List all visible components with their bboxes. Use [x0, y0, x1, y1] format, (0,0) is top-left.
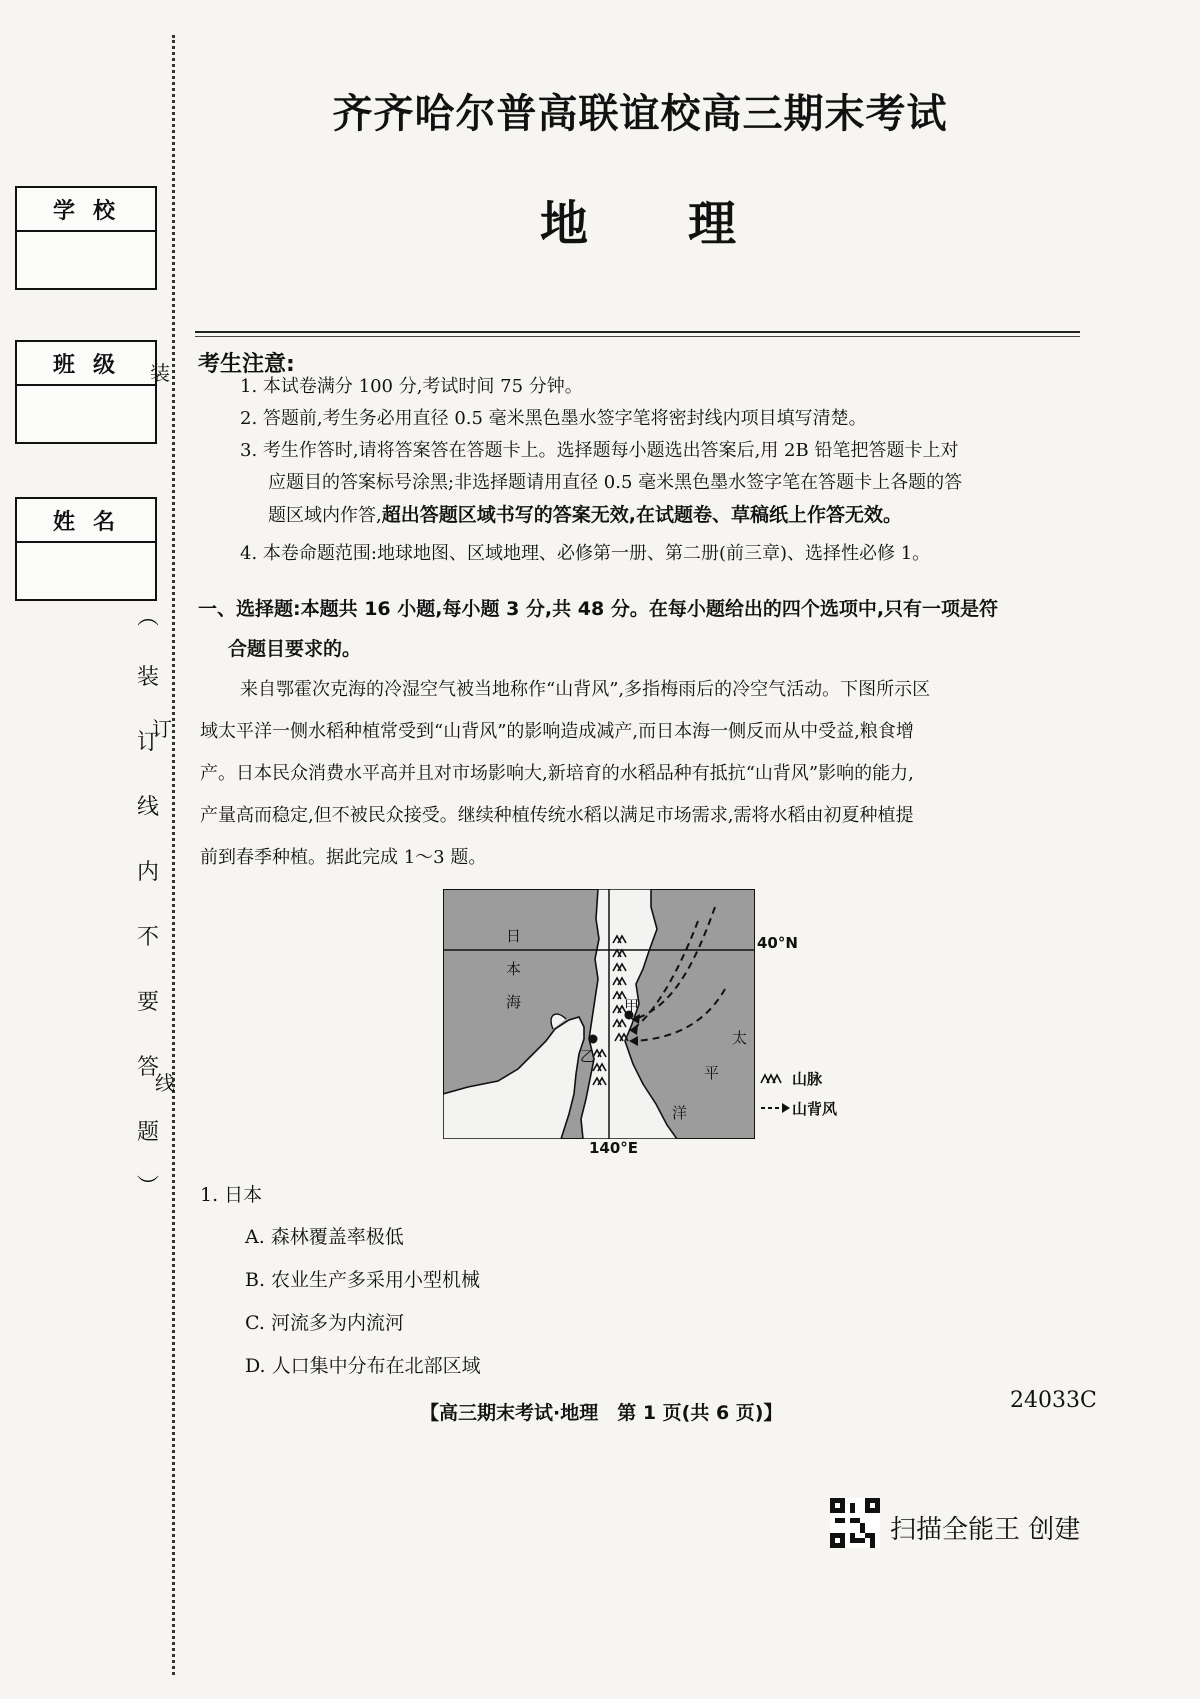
passage-line-5: 前到春季种植。据此完成 1～3 题。 [200, 847, 487, 868]
map-label-latitude: 40°N [757, 934, 798, 952]
school-label: 学校 [17, 188, 155, 232]
vertical-note-8: 题 [136, 1120, 159, 1145]
note-1: 1. 本试卷满分 100 分,考试时间 75 分钟。 [240, 376, 583, 397]
class-label: 班级 [17, 342, 155, 386]
vertical-note-9: ︶ [136, 1175, 159, 1200]
question-1-option-b: B. 农业生产多采用小型机械 [245, 1269, 481, 1291]
binding-ding: 订 [152, 717, 172, 741]
class-field[interactable] [17, 386, 155, 440]
school-field[interactable] [17, 232, 155, 286]
vertical-note-3: 线 [136, 795, 159, 820]
map-label-pacific-1: 太 [732, 1029, 748, 1047]
legend-wind-symbol [760, 1102, 790, 1114]
vertical-note-4: 内 [136, 860, 159, 885]
vertical-note-7: 答 [136, 1055, 159, 1080]
header-rule-bottom [195, 336, 1080, 337]
name-field[interactable] [17, 543, 155, 597]
map-label-pacific-2: 平 [704, 1064, 720, 1082]
binding-xian: 线 [155, 1071, 175, 1095]
exam-title: 齐齐哈尔普高联谊校高三期末考试 [332, 90, 948, 137]
page-footer: 【高三期末考试·地理 第 1 页(共 6 页)】 [420, 1402, 783, 1424]
map-label-sea-japan-1: 日 [506, 927, 522, 945]
note-3a: 3. 考生作答时,请将答案答在答题卡上。选择题每小题选出答案后,用 2B 铅笔把答题卡上对 [240, 440, 959, 461]
japan-map-figure [443, 889, 755, 1139]
passage-line-1: 来自鄂霍次克海的冷湿空气被当地称作“山背风”,多指梅雨后的冷空气活动。下图所示区 [240, 679, 931, 700]
legend-wind-label: 山背风 [792, 1100, 838, 1118]
name-box [15, 497, 157, 601]
school-box [15, 186, 157, 290]
scanner-watermark: 扫描全能王 创建 [890, 1515, 1081, 1545]
section-heading-line1: 一、选择题:本题共 16 小题,每小题 3 分,共 48 分。在每小题给出的四个选项中,只有一项是符 [198, 598, 999, 620]
question-1-option-a: A. 森林覆盖率极低 [245, 1226, 404, 1248]
exam-code: 24033C [1010, 1388, 1097, 1413]
legend-mountain-symbol [760, 1071, 790, 1085]
binding-zhuang: 装 [150, 361, 170, 385]
vertical-note-0: ︵ [136, 605, 159, 630]
map-label-pacific-3: 洋 [672, 1104, 688, 1122]
header-rule-top [195, 331, 1080, 333]
question-1-option-c: C. 河流多为内流河 [245, 1312, 404, 1334]
note-3c-plain: 题区域内作答, [268, 505, 382, 526]
qr-code-icon [830, 1498, 880, 1548]
passage-line-4: 产量高而稳定,但不被民众接受。继续种植传统水稻以满足市场需求,需将水稻由初夏种植提 [200, 805, 914, 826]
subject-title: 地理 [540, 196, 837, 252]
class-box [15, 340, 157, 444]
section-heading-line2: 合题目要求的。 [228, 638, 362, 660]
vertical-note-1: 装 [136, 665, 159, 690]
vertical-note-5: 不 [136, 925, 159, 950]
note-4: 4. 本卷命题范围:地球地图、区域地理、必修第一册、第二册(前三章)、选择性必修 1。 [240, 543, 931, 564]
note-3c-bold: 超出答题区域书写的答案无效,在试题卷、草稿纸上作答无效。 [381, 504, 902, 526]
legend-mountain-label: 山脉 [792, 1070, 823, 1088]
map-point-yi-dot [589, 1035, 598, 1044]
binding-dotted-line [172, 35, 175, 1675]
map-label-longitude: 140°E [589, 1139, 639, 1157]
map-label-jia: 甲 [624, 997, 640, 1015]
note-3c [268, 499, 902, 532]
notes-heading: 考生注意: [198, 352, 295, 377]
map-label-yi: 乙 [580, 1047, 596, 1065]
map-label-sea-japan-2: 本 [506, 960, 522, 978]
question-1-stem: 1. 日本 [200, 1184, 263, 1206]
question-1-option-d: D. 人口集中分布在北部区域 [245, 1355, 481, 1377]
passage-line-3: 产。日本民众消费水平高并且对市场影响大,新培育的水稻品种有抵抗“山背风”影响的能力, [200, 763, 914, 784]
passage-line-2: 域太平洋一侧水稻种植常受到“山背风”的影响造成减产,而日本海一侧反而从中受益,粮食增 [200, 721, 914, 742]
map-label-sea-japan-3: 海 [506, 993, 522, 1011]
vertical-note-6: 要 [136, 990, 159, 1015]
note-2: 2. 答题前,考生务必用直径 0.5 毫米黑色墨水签字笔将密封线内项目填写清楚。 [240, 408, 867, 429]
name-label: 姓名 [17, 499, 155, 543]
note-3b: 应题目的答案标号涂黑;非选择题请用直径 0.5 毫米黑色墨水签字笔在答题卡上各题的答 [268, 472, 963, 493]
vertical-note-2: 订 [136, 730, 159, 755]
